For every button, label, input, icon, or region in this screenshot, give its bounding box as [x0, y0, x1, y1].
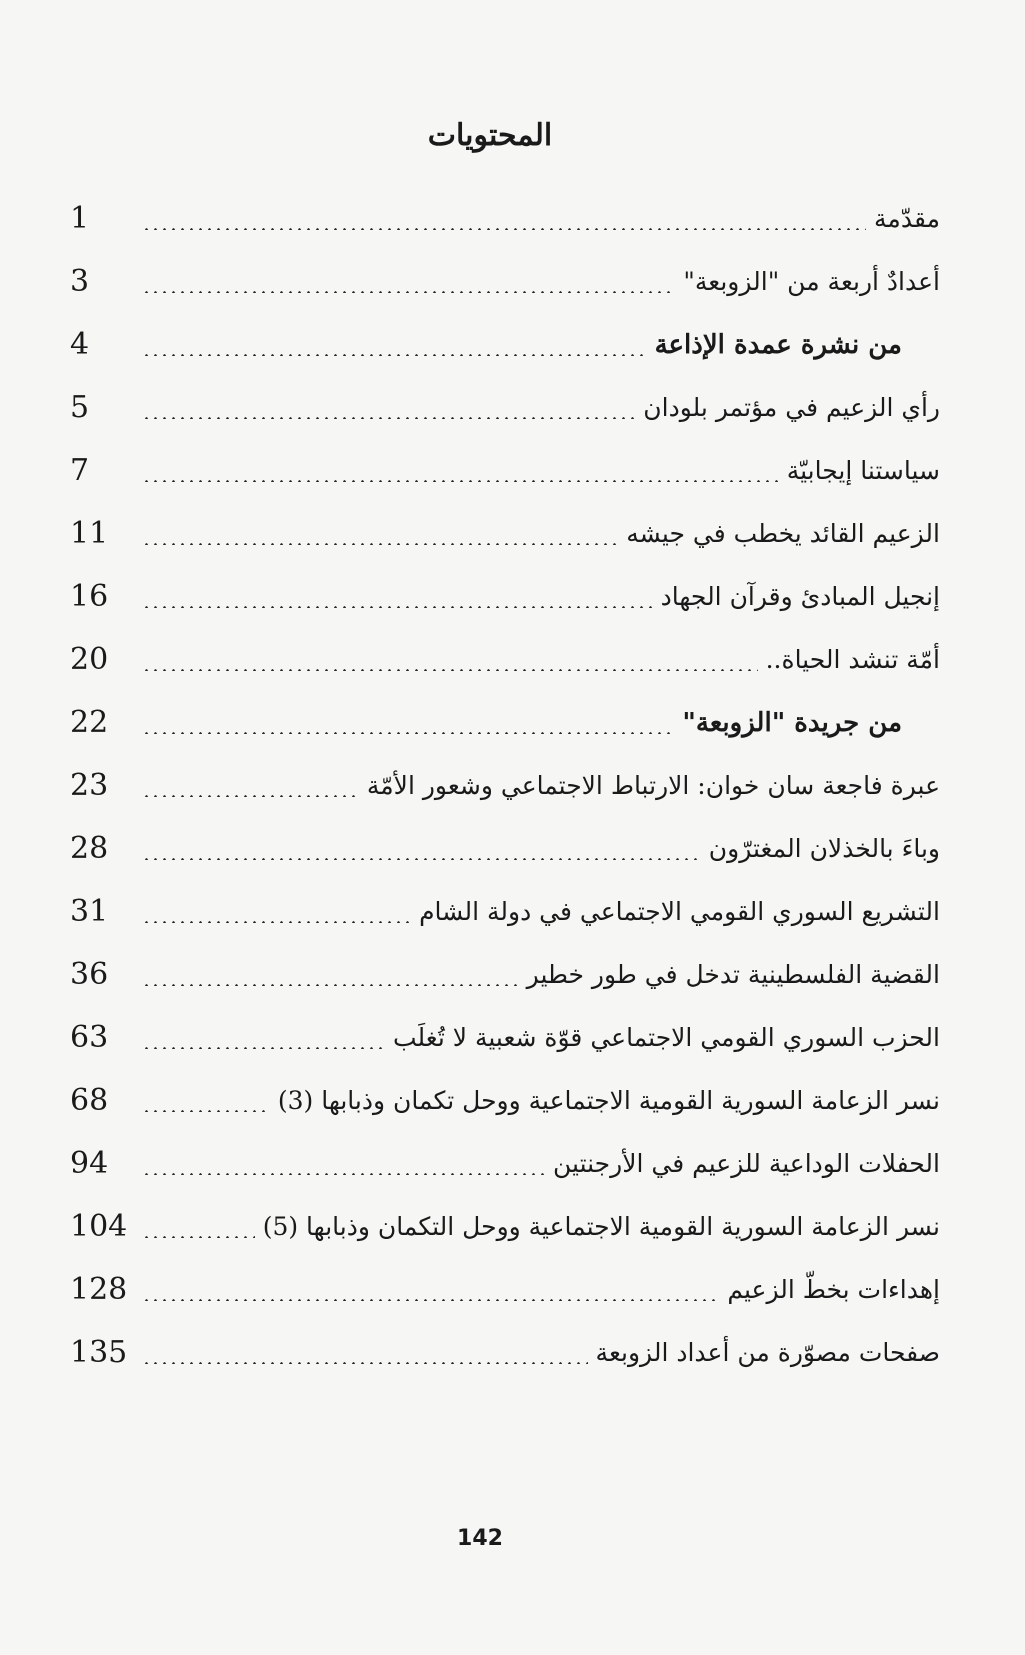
dot-leader	[142, 354, 647, 356]
toc-entry-page: 104	[70, 1209, 128, 1244]
toc-entry-title: سياستنا إيجابيّة	[786, 456, 940, 485]
dot-leader	[142, 1362, 588, 1364]
toc-entry	[70, 817, 940, 880]
toc-entry	[70, 187, 940, 250]
toc-entry-page: 4	[70, 327, 90, 362]
toc-entry-page: 11	[70, 516, 109, 551]
dot-leader	[142, 984, 519, 986]
toc-entry	[70, 1258, 940, 1321]
dot-leader	[142, 1236, 255, 1238]
toc-entry-title: رأي الزعيم في مؤتمر بلودان	[643, 393, 940, 422]
toc-entry	[70, 943, 940, 1006]
table-of-contents	[70, 187, 940, 1384]
toc-entry	[70, 691, 940, 754]
toc-entry-title: نسر الزعامة السورية القومية الاجتماعية ووحل تكمان وذبابها (3)	[277, 1086, 940, 1115]
dot-leader	[142, 669, 758, 671]
toc-entry-title: وباءَ بالخذلان المغترّون	[708, 834, 940, 863]
toc-entry-title: إهداءات بخطّ الزعيم	[727, 1275, 940, 1304]
toc-entry-page: 28	[70, 831, 109, 866]
toc-entry	[70, 250, 940, 313]
dot-leader	[142, 291, 675, 293]
toc-entry-title: الزعيم القائد يخطب في جيشه	[626, 519, 940, 548]
toc-entry-title: الحزب السوري القومي الاجتماعي قوّة شعبية لا تُغلَب	[392, 1023, 940, 1052]
dot-leader	[142, 795, 359, 797]
dot-leader	[142, 480, 779, 482]
toc-entry-page: 23	[70, 768, 109, 803]
toc-entry	[70, 1195, 940, 1258]
toc-entry-title: أعدادٌ أربعة من "الزوبعة"	[683, 267, 940, 296]
toc-entry-title: أمّة تنشد الحياة..	[765, 645, 940, 674]
toc-entry	[70, 502, 940, 565]
toc-entry-page: 135	[70, 1335, 128, 1370]
toc-entry-title: التشريع السوري القومي الاجتماعي في دولة الشام	[419, 897, 940, 926]
toc-entry-title: القضية الفلسطينية تدخل في طور خطير	[526, 960, 940, 989]
toc-entry-title: الحفلات الوداعية للزعيم في الأرجنتين	[553, 1149, 940, 1178]
toc-entry	[70, 1321, 940, 1384]
toc-entry-page: 7	[70, 453, 90, 488]
toc-entry	[70, 880, 940, 943]
dot-leader	[142, 921, 411, 923]
toc-entry-page: 63	[70, 1020, 109, 1055]
toc-entry-title: نسر الزعامة السورية القومية الاجتماعية ووحل التكمان وذبابها (5)	[262, 1212, 940, 1241]
toc-entry-page: 94	[70, 1146, 109, 1181]
dot-leader	[142, 732, 674, 734]
toc-entry	[70, 1132, 940, 1195]
toc-entry	[70, 439, 940, 502]
dot-leader	[142, 1047, 385, 1049]
dot-leader	[142, 1173, 545, 1175]
toc-entry	[70, 628, 940, 691]
page-number: 142	[457, 1526, 503, 1551]
toc-entry	[70, 1069, 940, 1132]
toc-entry-page: 22	[70, 705, 109, 740]
toc-entry	[70, 376, 940, 439]
dot-leader	[142, 417, 635, 419]
toc-entry	[70, 754, 940, 817]
toc-entry-page: 16	[70, 579, 109, 614]
dot-leader	[142, 228, 866, 230]
dot-leader	[142, 858, 701, 860]
toc-entry-page: 1	[70, 201, 90, 236]
dot-leader	[142, 543, 618, 545]
page-title: المحتويات	[427, 118, 553, 153]
toc-entry-title: عبرة فاجعة سان خوان: الارتباط الاجتماعي وشعور الأمّة	[366, 771, 940, 800]
toc-section-heading: من جريدة "الزوبعة"	[682, 707, 902, 738]
toc-entry	[70, 1006, 940, 1069]
toc-entry-title: مقدّمة	[874, 204, 940, 233]
toc-entry	[70, 565, 940, 628]
dot-leader	[142, 1110, 270, 1112]
toc-entry-page: 36	[70, 957, 109, 992]
dot-leader	[142, 1299, 719, 1301]
toc-entry-title: إنجيل المبادئ وقرآن الجهاد	[660, 582, 940, 611]
toc-entry	[70, 313, 940, 376]
toc-entry-page: 68	[70, 1083, 109, 1118]
toc-entry-page: 128	[70, 1272, 128, 1307]
toc-entry-page: 31	[70, 894, 109, 929]
toc-entry-page: 3	[70, 264, 90, 299]
toc-section-heading: من نشرة عمدة الإذاعة	[654, 329, 902, 360]
toc-entry-page: 20	[70, 642, 109, 677]
toc-entry-title: صفحات مصوّرة من أعداد الزوبعة	[595, 1338, 940, 1367]
dot-leader	[142, 606, 653, 608]
toc-entry-page: 5	[70, 390, 90, 425]
